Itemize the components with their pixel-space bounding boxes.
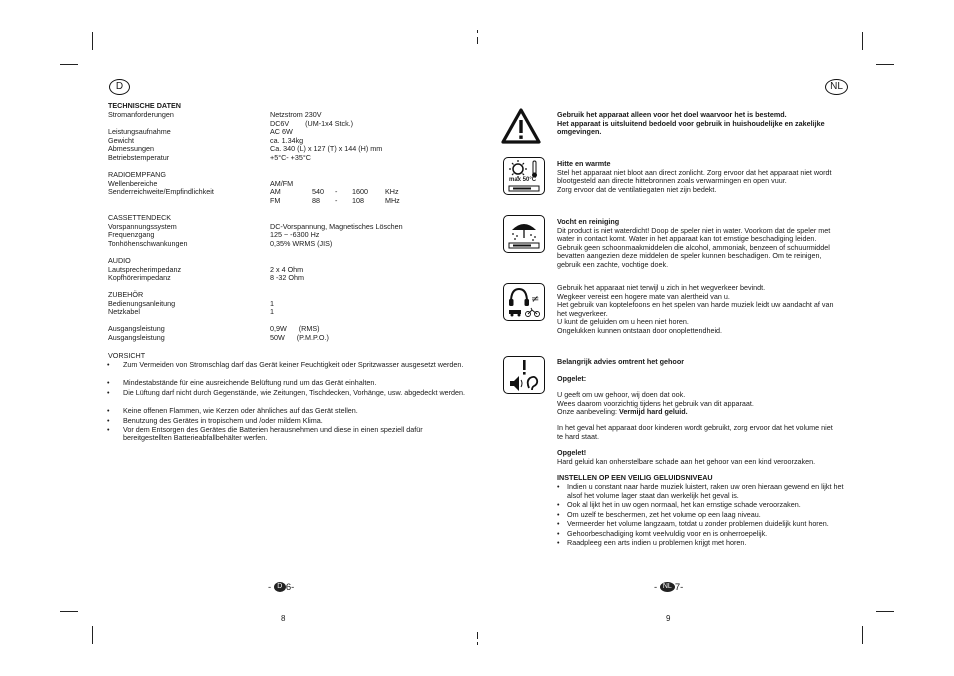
hearing-caution-label: Opgelet: [557, 374, 587, 383]
spec-label: Gewicht [108, 135, 134, 145]
spec-value: 1 [270, 298, 274, 308]
loudspeaker-ear-icon [504, 357, 544, 393]
moisture-text: water in contact komt. Water in het apparaat kan tot ernstige beschadiging leiden. [557, 234, 817, 244]
heat-text: Stel het apparaat niet bloot aan direct zonlicht. Zorg ervoor dat het apparaat niet wordt [557, 167, 832, 177]
heat-text: Zorg ervoor dat de ventilatiegaten niet zijn bedekt. [557, 184, 717, 194]
spec-label: Betriebstemperatur [108, 153, 170, 162]
list-item: • Die Lüftung darf nicht durch Gegenstände, wie Zeitungen, Tischdecken, Vorhänge, usw. abgedeckt werden. [107, 388, 466, 397]
crop-mark [862, 626, 863, 644]
section-title: RADIOEMPFANG [108, 170, 166, 179]
hearing-title: Belangrijk advies omtrent het gehoor [557, 357, 685, 366]
spec-value: 8 -32 Ohm [270, 273, 304, 283]
spec-value: - [335, 187, 338, 197]
spec-value: AM/FM [270, 178, 294, 188]
hearing-text: U geeft om uw gehoor, wij doen dat ook. [557, 390, 686, 399]
spec-value: Ca. 340 (L) x 127 (T) x 144 (H) mm [270, 144, 383, 154]
crop-mark [92, 626, 93, 644]
crop-mark [477, 30, 478, 33]
section-heading: TECHNISCHE DATEN [108, 101, 181, 110]
list-item: • Indien u constant naar harde muziek luistert, raken uw oren hieraan gewend en lijkt het alsof het volume lager staat dan werkelijk het geval is. [557, 482, 844, 500]
section-title: CASSETTENDECK [108, 213, 172, 222]
heat-text: blootgesteld aan directe hittebronnen zoals verwarmingen en open vuur. [557, 176, 787, 186]
traffic-text: Het gebruik van koptelefoons en het spelen van harde muziek leidt uw aandacht af van [557, 300, 834, 310]
spec-value: MHz [385, 195, 400, 205]
traffic-text: U kunt de geluiden om u heen niet horen. [557, 317, 689, 327]
spec-value: 0,9W (RMS) [270, 324, 320, 333]
max-temp-label: max 50°C [509, 177, 537, 183]
language-badge-nl: NL [825, 79, 848, 95]
list-item: • Gehoorbeschadiging komt veelvuldig voor en is onherroepelijk. [557, 528, 768, 538]
spec-label: Abmessungen [108, 144, 154, 154]
heat-title: Hitte en warmte [557, 159, 611, 168]
crop-mark [477, 632, 478, 639]
spec-label: Vorspannungssystem [108, 221, 177, 231]
hearing-caution-label: Opgelet! [557, 448, 587, 457]
moisture-text: Dit product is niet waterdicht! Doop de speler niet in water. Voorkom dat de speler met [557, 225, 831, 235]
list-item: • Ook al lijkt het in uw ogen normaal, het kan ernstige schade veroorzaken. [557, 500, 801, 509]
hearing-text: Wees daarom voorzichtig tijdens het gebruik van dit apparaat. [557, 398, 754, 408]
spec-label: Leistungsaufnahme [108, 127, 171, 137]
spec-value: +5°C- +35°C [270, 153, 311, 162]
spec-value: 1 [270, 307, 274, 317]
moisture-text: gebruik een zachte, vochtige doek. [557, 260, 669, 269]
spec-label: Netzkabel [108, 307, 140, 317]
page-footer-left: - D 6- [268, 582, 295, 593]
heat-icon-frame [503, 157, 545, 195]
list-item: • Zum Vermeiden von Stromschlag darf das Gerät keiner Feuchtigkeit oder Spritzwasser ausgesetzt werden. [107, 360, 464, 369]
list-item: • Raadpleeg een arts indien u problemen krijgt met horen. [557, 538, 747, 547]
crop-mark [876, 611, 894, 612]
moisture-text: bevatten aangezien deze middelen de speler kunnen beschadigen. Om te reinigen, [557, 251, 822, 261]
crop-mark [477, 37, 478, 44]
warning-text: omgevingen. [557, 127, 602, 137]
spec-value: 0,35% WRMS (JIS) [270, 238, 333, 248]
crop-mark [92, 32, 93, 50]
language-badge-footer: NL [660, 582, 675, 592]
crop-mark [862, 32, 863, 50]
hearing-icon-frame [503, 356, 545, 394]
hearing-text: te hard staat. [557, 431, 599, 441]
hearing-advice: Onze aanbeveling: Vermijd hard geluid. [557, 407, 688, 417]
crop-mark [60, 64, 78, 65]
list-item: • Om uzelf te beschermen, zet het volume op een laag niveau. [557, 509, 761, 519]
umbrella-rain-icon [504, 216, 544, 252]
moisture-text: Gebruik geen schoonmaakmiddelen die alcohol, ammoniak, benzeen of schuurmiddel [557, 242, 830, 252]
traffic-text: Gebruik het apparaat niet terwijl u zich in het wegverkeer bevindt. [557, 283, 766, 292]
list-item: • Vor dem Entsorgen des Gerätes die Batterien herausnehmen und diese in einen speziell dafür bereitgestellten Batterieabfallbehälter werfen. [107, 424, 423, 443]
traffic-text: het wegverkeer. [557, 308, 608, 318]
spec-value: 108 [352, 195, 364, 205]
spec-value: ca. 1.34kg [270, 135, 304, 145]
spec-value: AC 6W [270, 127, 293, 137]
section-title: ZUBEHÖR [108, 290, 144, 299]
svg-text:≠: ≠ [531, 294, 540, 305]
warning-text: Gebruik het apparaat alleen voor het doel waarvoor het is bestemd. [557, 110, 787, 119]
page-number: 9 [666, 614, 671, 623]
crop-mark [60, 611, 78, 612]
list-item: • Mindestabstände für eine ausreichende Belüftung rund um das Gerät einhalten. [107, 377, 377, 387]
page-number: 8 [281, 614, 286, 623]
spec-label: Stromanforderungen [108, 110, 174, 119]
traffic-text: Wegkeer vereist een hogere mate van alertheid van u. [557, 291, 730, 301]
warning-icon [501, 108, 541, 144]
page-footer-right: - NL 7- [654, 582, 684, 593]
spec-value: DC6V (UM-1x4 Stck.) [270, 118, 354, 128]
spec-label: Kopfhörerimpedanz [108, 273, 171, 283]
sun-thermometer-icon [504, 158, 544, 194]
spec-value: 2 x 4 Ohm [270, 264, 304, 274]
spec-label: Frequenzgang [108, 230, 155, 240]
spec-value: 88 [312, 195, 320, 205]
spec-value: 50W (P.M.P.O.) [270, 332, 329, 342]
spec-label: Bedienungsanleitung [108, 298, 176, 308]
section-title: VORSICHT [108, 351, 146, 360]
language-badge-d: D [109, 79, 130, 95]
traffic-text: Ongelukken kunnen ontstaan door onoplettendheid. [557, 326, 723, 335]
hearing-text: In het geval het apparaat door kinderen wordt gebruikt, zorg ervoor dat het volume niet [557, 423, 833, 432]
crop-mark [477, 642, 478, 645]
spec-value: AM [270, 187, 281, 197]
traffic-icon-frame [503, 283, 545, 321]
list-item: • Benutzung des Gerätes in tropischem und /oder mildem Klima. [107, 415, 323, 425]
list-item: • Keine offenen Flammen, wie Kerzen oder ähnliches auf das Gerät stellen. [107, 406, 358, 415]
spec-value: FM [270, 195, 281, 205]
warning-text: Het apparaat is uitsluitend bedoeld voor gebruik in huishoudelijke en zakelijke [557, 118, 825, 128]
volume-title: INSTELLEN OP EEN VEILIG GELUIDSNIVEAU [557, 473, 713, 482]
section-title: AUDIO [108, 256, 131, 265]
language-badge-footer: D [274, 582, 286, 592]
hearing-text: Hard geluid kan onherstelbare schade aan het gehoor van een kind veroorzaken. [557, 456, 816, 466]
spec-value: DC-Vorspannung, Magnetisches Löschen [270, 221, 403, 231]
spec-value: 540 [312, 187, 324, 197]
spec-label: Wellenbereiche [108, 178, 158, 188]
moisture-icon-frame [503, 215, 545, 253]
spec-label: Tonhöhenschwankungen [108, 238, 188, 248]
spec-value: - [335, 195, 338, 205]
spec-label: Senderreichweite/Empfindlichkeit [108, 187, 214, 197]
spec-label: Ausgangsleistung [108, 324, 165, 333]
spec-value: 1600 [352, 187, 368, 197]
moisture-title: Vocht en reiniging [557, 217, 620, 226]
crop-mark [876, 64, 894, 65]
spec-value: KHz [385, 187, 399, 197]
spec-value: Netzstrom 230V [270, 110, 322, 119]
spec-label: Ausgangsleistung [108, 332, 165, 342]
headphones-traffic-icon [504, 284, 544, 320]
list-item: • Vermeerder het volume langzaam, totdat u zonder problemen duidelijk kunt horen. [557, 519, 829, 528]
spec-label: Lautsprecherimpedanz [108, 264, 182, 274]
spec-value: 125 ~ -6300 Hz [270, 230, 320, 240]
